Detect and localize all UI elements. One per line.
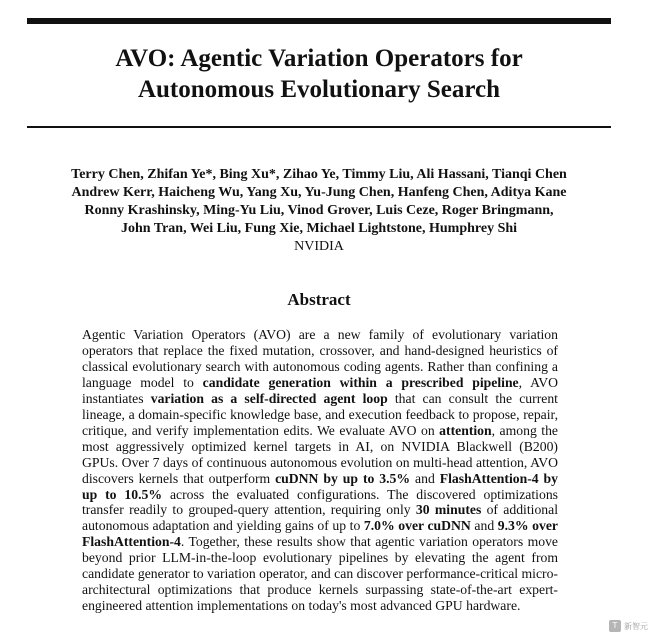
abstract-text: . Together, these results show that agentic variation operators move beyond prior LLM-in-the-loop evolutionary pipelines by elevating the agent from candidate generator to variation operator, and can discover performance-critical micro-architectural optimizations that produce kernels surpassing state-of-the-art expert-engineered attention implementations on today's most advanced GPU hardware. [82,534,558,614]
abstract-text: across the evaluated configurations. The discovered optimizations transfer readily to grouped-query attention, requiring only [82,486,558,518]
abstract-emphasis: 7.0% over cuDNN [363,518,471,534]
abstract-emphasis: cuDNN by up to 3.5% [275,470,411,486]
author-line-1: Terry Chen, Zhifan Ye*, Bing Xu*, Zihao Ye, Timmy Liu, Ali Hassani, Tianqi Chen [71,167,567,182]
abstract-emphasis: FlashAttention-4 by up to 10.5% [82,470,559,502]
abstract-body [82,327,558,614]
watermark-text: 新智元 [624,621,648,631]
title-top-rule [27,18,611,24]
abstract-text: and [470,518,498,534]
abstract-emphasis: variation as a self-directed agent loop [150,390,388,406]
paper-title-line-2: Autonomous Evolutionary Search [137,76,501,103]
paper-title-line-1: AVO: Agentic Variation Operators for [115,45,523,72]
title-bottom-rule [27,126,611,128]
abstract-emphasis: candidate generation within a prescribed pipeline [202,374,519,390]
watermark-logo-icon: T [609,620,621,632]
watermark [609,620,648,632]
abstract-text: Agentic Variation Operators (AVO) are a new family of evolutionary variation operators that replace the fixed mutation, crossover, and hand-designed heuristics of classical evolutionary search with autonomous coding agents. Rather than confining a language model to [82,327,558,390]
affiliation: NVIDIA [294,239,344,254]
author-line-4: John Tran, Wei Liu, Fung Xie, Michael Lightstone, Humphrey Shi [120,221,518,236]
abstract-emphasis: 9.3% over FlashAttention-4 [82,518,559,550]
abstract-text: , among the most aggressively optimized kernel targets in AI, on NVIDIA Blackwell (B200) GPUs. Over 7 days of continuous autonomous evolution on multi-head attention, AVO discovers kernels that outperform [82,422,558,486]
author-line-2: Andrew Kerr, Haicheng Wu, Yang Xu, Yu-Jung Chen, Hanfeng Chen, Aditya Kane [71,185,567,200]
author-line-3: Ronny Krashinsky, Ming-Yu Liu, Vinod Grover, Luis Ceze, Roger Bringmann, [84,203,554,218]
abstract-text: , AVO instantiates [82,374,558,406]
abstract-emphasis: attention [439,422,492,438]
paper-title [27,43,611,105]
abstract-heading: Abstract [287,290,351,309]
abstract-text: and [410,470,440,486]
abstract-emphasis: 30 minutes [415,502,482,518]
abstract-text: that can consult the current lineage, a domain-specific knowledge base, and execution feedback to propose, repair, critique, and verify implementation edits. We evaluate AVO on [82,390,558,438]
author-block [27,166,611,256]
abstract-text: of additional autonomous adaptation and yielding gains of up to [82,502,559,534]
